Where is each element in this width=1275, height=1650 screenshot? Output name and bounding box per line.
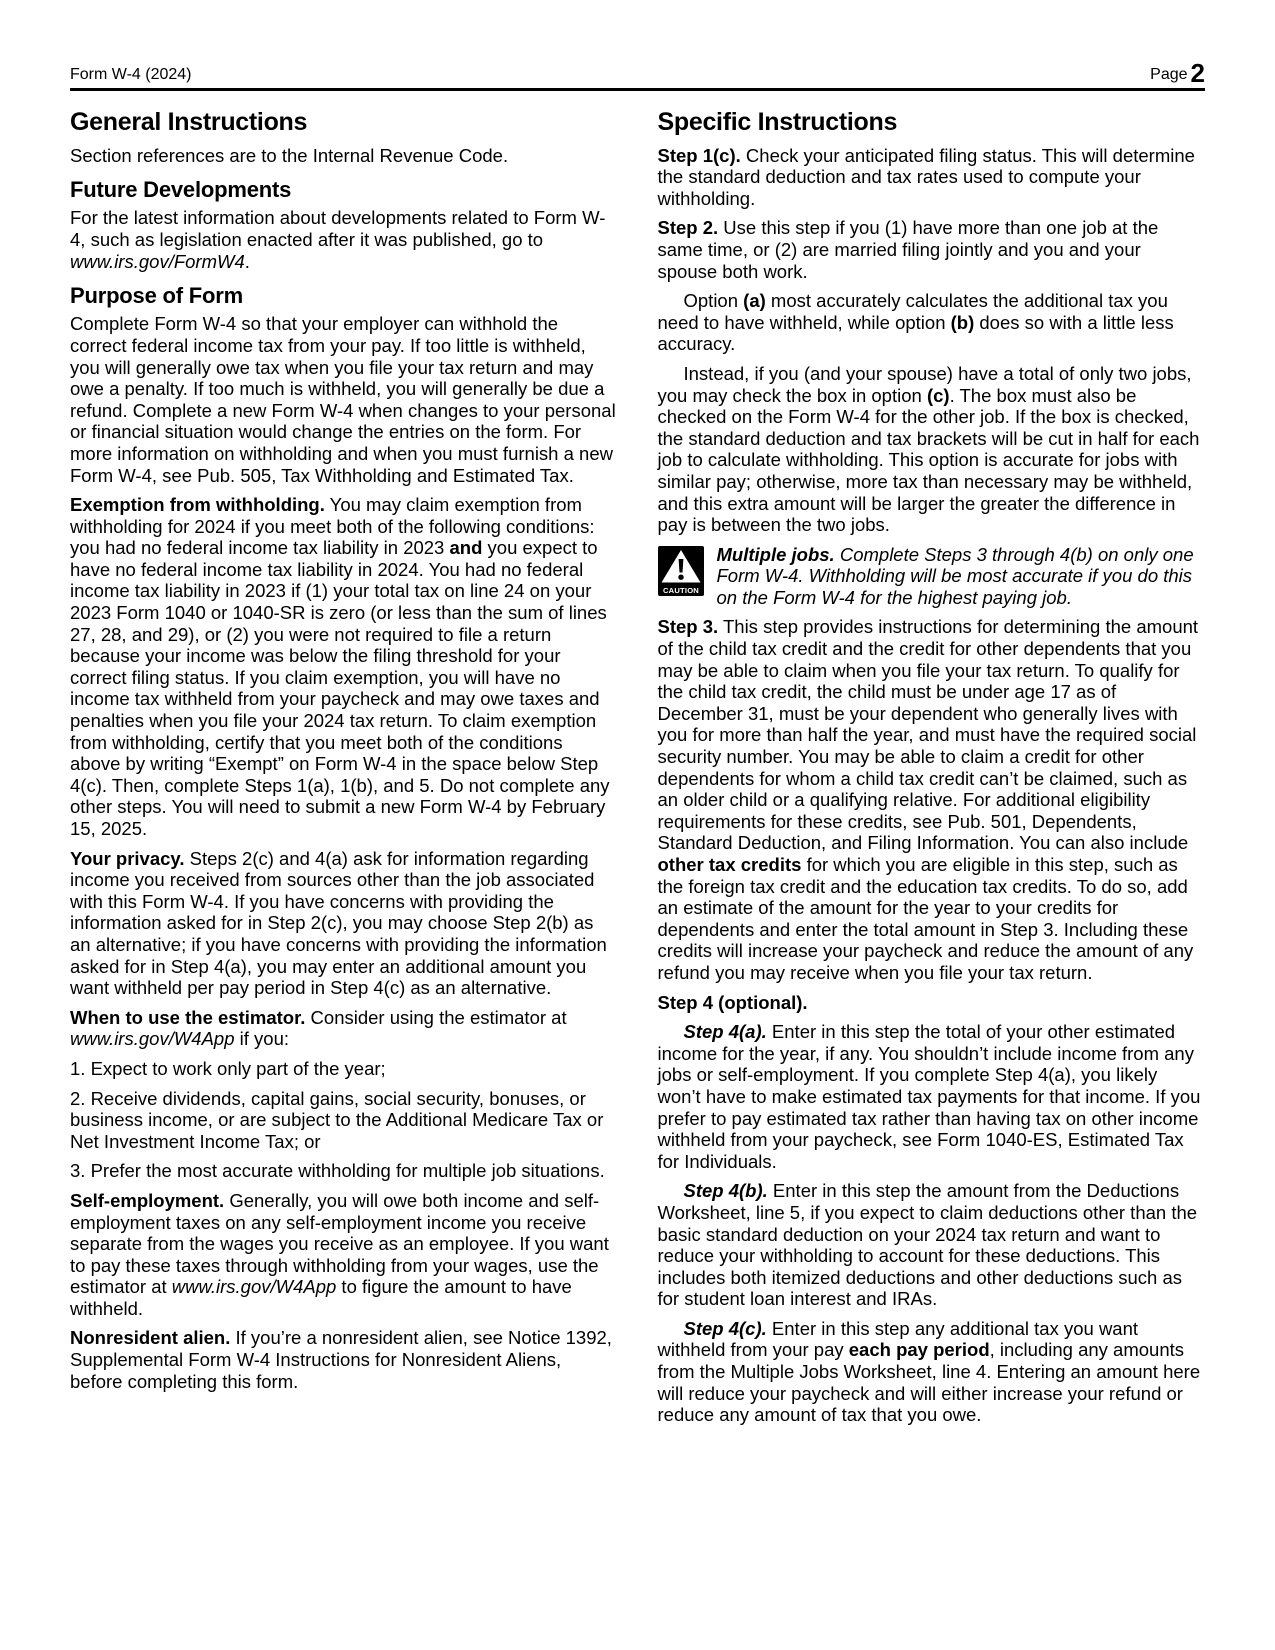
text-segment: Your privacy. xyxy=(70,847,185,869)
text-segment: When to use the estimator. xyxy=(70,1006,306,1028)
page-indicator xyxy=(1150,58,1205,88)
svg-text:CAUTION: CAUTION xyxy=(662,585,699,595)
text-segment: This step provides instructions for determining the amount of the child tax credit and the credit for other dependents that you may be able to claim when you file your tax return. To qualify for the child tax credit, the child must be under age 17 as of December 31, must be your dependent who generally lives with you for more than half the year, and must have the required social security number. You may be able to claim a credit for other dependents for whom a child tax credit can’t be claimed, such as an older child or a qualifying relative. For additional eligibility requirements for these credits, see Pub. 501, Dependents, Standard Deduction, and Filing Information. You can also include xyxy=(657,616,1199,854)
text-segment: Multiple jobs. xyxy=(716,543,835,565)
caution-note xyxy=(658,544,1206,609)
text-segment: Step 1(c). xyxy=(657,144,741,166)
text-segment: Enter in this step any additional tax you want withheld from your pay xyxy=(657,1317,1139,1361)
text-segment: Instead, if you (and your spouse) have a total of only two jobs, you may check the box in option xyxy=(657,362,1192,406)
text-segment: does so with a little less accuracy. xyxy=(657,311,1174,355)
text-segment: www.irs.gov/W4App xyxy=(171,1276,337,1298)
text-segment: , including any amounts from the Multiple Jobs Worksheet, line 4. Entering an amount here will reduce your paycheck and will either increase your refund or reduce any amount of tax that you owe. xyxy=(657,1339,1201,1426)
paragraph xyxy=(70,1007,618,1050)
text-segment: Step 4(b). xyxy=(683,1180,768,1202)
paragraph xyxy=(658,1180,1206,1310)
text-segment: you expect to have no federal income tax liability in 2024. You had no federal income tax liability in 2023 if (1) your total tax on line 24 on your 2023 Form 1040 or 1040-SR is zero (or less than the sum of lines 27, 28, and 29), or (2) you were not required to file a return because your income was below the filing threshold for your correct filing status. If you claim exemption, you will have no income tax withheld from your paycheck and may owe taxes and penalties when you file your 2024 tax return. To claim exemption from withholding, certify that you meet both of the conditions above by writing “Exempt” on Form W-4 in the space below Step 4(c). Then, complete Steps 1(a), 1(b), and 5. Do not complete any other steps. You will need to submit a new Form W-4 by February 15, 2025. xyxy=(70,537,610,839)
text-segment: Generally, you will owe both income and self-employment taxes on any self-employment income you receive separate from the wages you receive as an employee. If you want to pay these taxes through withholding from your wages, use the estimator at xyxy=(70,1189,609,1298)
text-segment: 3. Prefer the most accurate withholding for multiple job situations. xyxy=(70,1160,605,1182)
text-segment: . The box must also be checked on the Form W-4 for the other job. If the box is checked, the standard deduction and tax brackets will be cut in half for each job to calculate withholding. This option is accurate for jobs with similar pay; otherwise, more tax than necessary may be withheld, and this extra amount will be larger the greater the difference in pay is between the two jobs. xyxy=(657,384,1200,536)
text-segment: Section references are to the Internal Revenue Code. xyxy=(70,144,509,166)
text-segment: 1. Expect to work only part of the year; xyxy=(70,1057,386,1079)
text-segment: Step 3. xyxy=(657,616,719,638)
text-segment: for which you are eligible in this step, such as the foreign tax credit and the education tax credits. To do so, add an estimate of the amount for the year to your credits for dependents and enter the total amount in Step 3. Including these credits will increase your paycheck and reduce the amount of any refund you may receive when you file your tax return. xyxy=(657,854,1194,983)
text-segment: Step 4 (optional). xyxy=(657,991,808,1013)
text-segment: Step 4(c). xyxy=(683,1317,767,1339)
text-segment: Enter in this step the amount from the Deductions Worksheet, line 5, if you expect to claim deductions other than the basic standard deduction on your 2024 tax return and want to reduce your withholding to account for these deductions. This includes both itemized deductions and other deductions such as for student loan interest and IRAs. xyxy=(657,1180,1198,1310)
text-segment: Complete Form W-4 so that your employer can withhold the correct federal income tax from your pay. If too little is withheld, you will generally owe tax when you file your tax return and may owe a penalty. If too much is withheld, you will generally be due a refund. Complete a new Form W-4 when changes to your personal or financial situation would change the entries on the form. For more information on withholding and when you must furnish a new Form W-4, see Pub. 505, Tax Withholding and Estimated Tax. xyxy=(70,313,616,486)
page-header xyxy=(70,58,1205,91)
paragraph xyxy=(658,992,1206,1014)
paragraph xyxy=(70,848,618,999)
text-segment: Check your anticipated filing status. This will determine the standard deduction and tax rates used to compute your withholding. xyxy=(657,144,1195,209)
text-segment: Enter in this step the total of your other estimated income for the year, if any. You shouldn’t include income from any jobs or self-employment. If you complete Step 4(a), you likely won’t have to make estimated tax payments for that income. If you prefer to pay estimated tax rather than having tax on other income withheld from your paycheck, see Form 1040-ES, Estimated Tax for Individuals. xyxy=(657,1021,1201,1172)
page-label: Page xyxy=(1150,66,1188,84)
text-segment: (c) xyxy=(926,384,950,406)
text-segment: Nonresident alien. xyxy=(70,1327,231,1349)
text-segment: Exemption from withholding. xyxy=(70,494,325,516)
text-segment: (a) xyxy=(743,290,766,312)
text-segment: For the latest information about developments related to Form W-4, such as legislation enacted after it was published, go to xyxy=(70,207,606,250)
text-segment: Step 2. xyxy=(657,217,719,239)
two-column-layout xyxy=(70,101,1205,1434)
paragraph xyxy=(658,616,1206,983)
text-segment: Complete Steps 3 through 4(b) on only one Form W-4. Withholding will be most accurate if you do this on the Form W-4 for the highest paying job. xyxy=(716,543,1194,608)
text-segment: Use this step if you (1) have more than one job at the same time, or (2) are married filing jointly and you and your spouse both work. xyxy=(657,217,1159,282)
paragraph xyxy=(70,1160,618,1182)
text-segment: Consider using the estimator at xyxy=(305,1006,567,1028)
page-number-value: 2 xyxy=(1190,58,1205,88)
text-segment: most accurately calculates the additional tax you need to have withheld, while option xyxy=(657,290,1168,333)
text-segment: Option xyxy=(683,290,744,312)
section-heading: Purpose of Form xyxy=(70,283,244,309)
section-heading: Future Developments xyxy=(70,177,292,203)
paragraph xyxy=(70,494,618,840)
paragraph xyxy=(70,1327,618,1392)
form-id: Form W-4 (2024) xyxy=(70,66,192,84)
text-segment: to figure the amount to have withheld. xyxy=(70,1276,572,1319)
text-segment: Step 4(a). xyxy=(683,1021,767,1043)
text-segment: other tax credits xyxy=(657,854,802,875)
text-segment: and xyxy=(449,537,483,559)
paragraph xyxy=(70,207,618,272)
caution-icon xyxy=(658,546,704,601)
text-segment: (b) xyxy=(950,311,975,333)
text-segment: www.irs.gov/FormW4 xyxy=(70,250,245,272)
paragraph xyxy=(658,217,1206,282)
paragraph xyxy=(70,1058,618,1080)
major-section-title: General Instructions xyxy=(70,108,308,137)
text-segment: each pay period xyxy=(848,1339,990,1361)
left-column xyxy=(70,101,618,1434)
paragraph xyxy=(658,145,1206,210)
major-section-title: Specific Instructions xyxy=(657,108,898,137)
text-segment: www.irs.gov/W4App xyxy=(70,1028,235,1050)
text-segment: Self-employment. xyxy=(70,1189,225,1211)
caution-text xyxy=(717,544,1206,609)
text-segment: You may claim exemption from withholding for 2024 if you meet both of the following conditions: you had no federal income tax liability in 2023 xyxy=(70,494,595,559)
text-segment: If you’re a nonresident alien, see Notice 1392, Supplemental Form W-4 Instructions for Nonresident Aliens, before completing this form. xyxy=(70,1327,612,1392)
text-segment: Steps 2(c) and 4(a) ask for information regarding income you received from sources other than the job associated with this Form W-4. If you have concerns with providing the information asked for in Step 2(c), you may choose Step 2(b) as an alternative; if you have concerns with providing the information asked for in Step 4(a), you may enter an additional amount you want withheld per pay period in Step 4(c) as an alternative. xyxy=(70,847,607,999)
right-column xyxy=(658,101,1206,1434)
paragraph xyxy=(70,145,618,167)
paragraph xyxy=(70,1190,618,1320)
text-segment: . xyxy=(244,250,250,272)
text-segment: if you: xyxy=(234,1028,289,1050)
paragraph xyxy=(70,1088,618,1153)
paragraph xyxy=(658,1021,1206,1172)
paragraph xyxy=(70,313,618,486)
paragraph xyxy=(658,290,1206,355)
paragraph xyxy=(658,1318,1206,1426)
text-segment: 2. Receive dividends, capital gains, social security, bonuses, or business income, or are subject to the Additional Medicare Tax or Net Investment Income Tax; or xyxy=(70,1087,604,1152)
paragraph xyxy=(658,363,1206,536)
